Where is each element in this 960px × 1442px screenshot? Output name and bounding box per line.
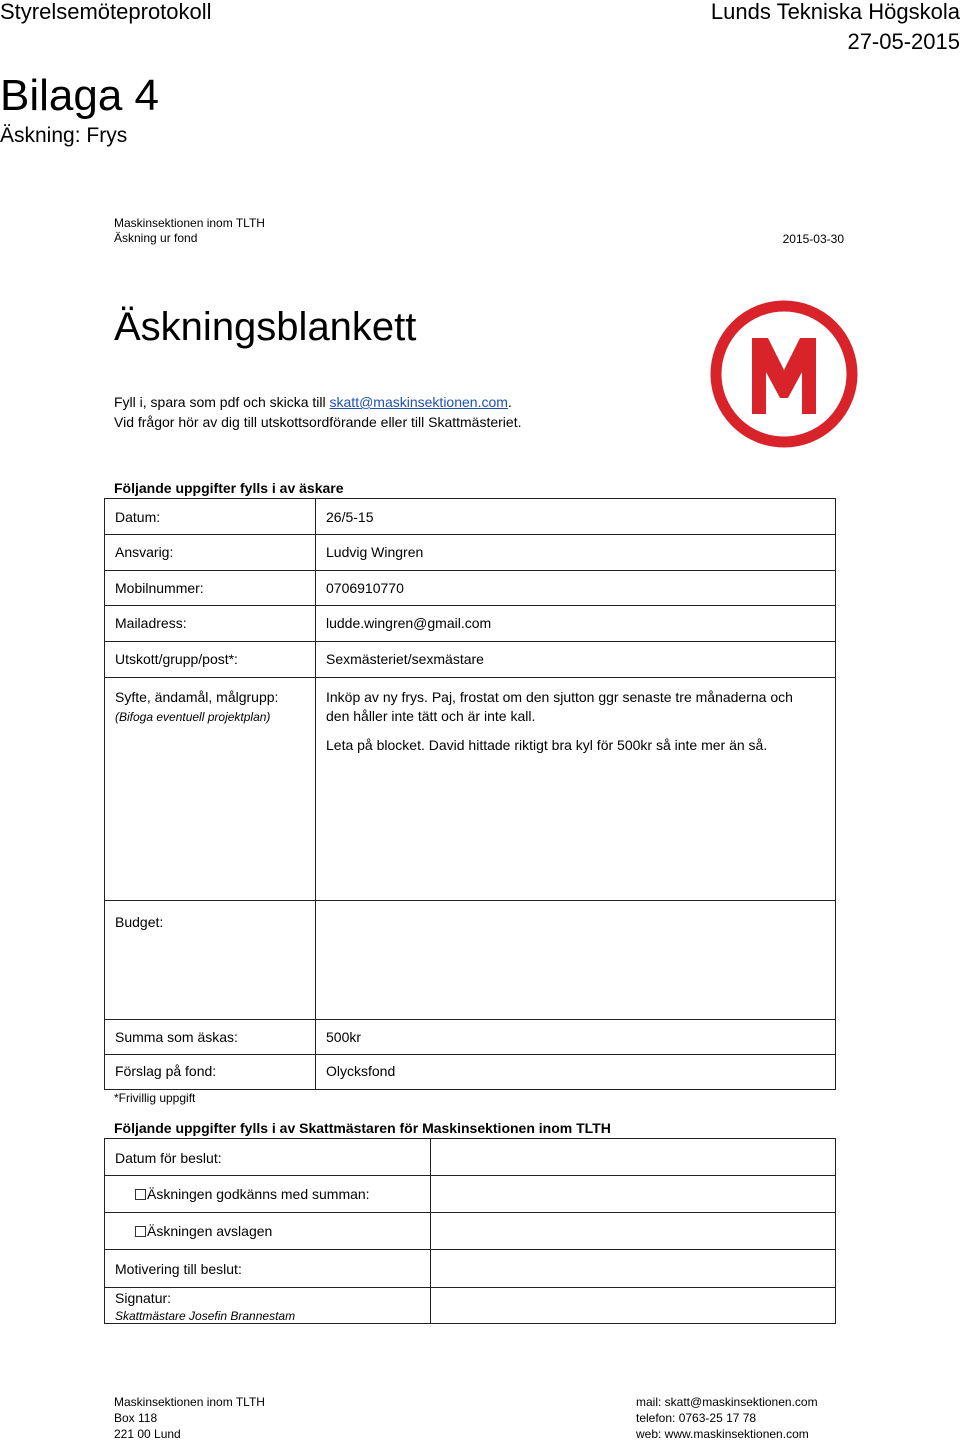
- value-date[interactable]: 26/5-15: [326, 509, 374, 525]
- label-purpose: Syfte, ändamål, målgrupp:: [115, 689, 279, 705]
- protocol-title: Styrelsemöteprotokoll: [0, 0, 212, 24]
- university-name: Lunds Tekniska Högskola: [710, 0, 960, 24]
- value-email[interactable]: ludde.wingren@gmail.com: [326, 615, 492, 631]
- purpose-text-1: Inköp av ny frys. Paj, frostat om den sjutton ggr senaste tre månaderna och den håller inte tätt och är inte kall.: [326, 689, 793, 724]
- meta-block: [114, 216, 265, 246]
- label-responsible: Ansvarig:: [115, 544, 174, 560]
- instructions: [114, 392, 521, 432]
- footer-phone: telefon: 0763-25 17 78: [636, 1411, 757, 1425]
- meta-org: Maskinsektionen inom TLTH: [114, 216, 265, 230]
- label-sum: Summa som äskas:: [115, 1029, 238, 1045]
- table-row-sum: [105, 1020, 835, 1055]
- table-row-email: [105, 606, 835, 642]
- value-phone[interactable]: 0706910770: [326, 580, 404, 596]
- table-row-decision-date: [105, 1139, 835, 1176]
- table-row-date: [105, 499, 835, 535]
- footer-city: 221 00 Lund: [114, 1427, 181, 1441]
- table-row-fund: [105, 1055, 835, 1089]
- table-row-committee: [105, 642, 835, 678]
- instructions-line1: Fyll i, spara som pdf och skicka till skatt@maskinsektionen.com.: [114, 394, 512, 410]
- label-rejected: Äskningen avslagen: [147, 1223, 273, 1239]
- email-link[interactable]: skatt@maskinsektionen.com: [329, 394, 508, 410]
- attachment-title: Bilaga 4: [0, 71, 160, 120]
- table-row-phone: [105, 571, 835, 606]
- footer-address: [114, 1394, 265, 1442]
- section-applicant-title: Följande uppgifter fylls i av äskare: [114, 480, 344, 496]
- protocol-date: 27-05-2015: [847, 29, 960, 54]
- form-title: Äskningsblankett: [114, 305, 417, 349]
- label-fund: Förslag på fond:: [115, 1063, 217, 1079]
- approved-option[interactable]: [135, 1185, 370, 1204]
- table-row-purpose: [105, 678, 835, 901]
- meta-date: 2015-03-30: [782, 232, 844, 246]
- maskinsektionen-logo-icon: [708, 298, 860, 450]
- footer-contact: [636, 1394, 818, 1442]
- label-signature: Signatur:: [115, 1290, 172, 1306]
- checkbox-rejected[interactable]: [135, 1226, 146, 1237]
- value-fund[interactable]: Olycksfond: [326, 1063, 396, 1079]
- footer-web[interactable]: web: www.maskinsektionen.com: [636, 1427, 809, 1441]
- label-approved: Äskningen godkänns med summan:: [147, 1186, 370, 1202]
- label-budget: Budget:: [115, 914, 164, 930]
- label-phone: Mobilnummer:: [115, 580, 204, 596]
- table-row-approved: [105, 1176, 835, 1213]
- meta-type: Äskning ur fond: [114, 231, 198, 245]
- label-email: Mailadress:: [115, 615, 187, 631]
- footer-mail[interactable]: mail: skatt@maskinsektionen.com: [636, 1395, 818, 1409]
- section-treasurer-title: Följande uppgifter fylls i av Skattmästaren för Maskinsektionen inom TLTH: [114, 1120, 611, 1136]
- footer-box: Box 118: [114, 1411, 158, 1425]
- footer-org: Maskinsektionen inom TLTH: [114, 1395, 265, 1409]
- value-sum[interactable]: 500kr: [326, 1029, 362, 1045]
- value-committee[interactable]: Sexmästeriet/sexmästare: [326, 651, 484, 667]
- table-row-rejected: [105, 1213, 835, 1250]
- value-purpose[interactable]: [326, 688, 816, 755]
- label-motivation: Motivering till beslut:: [115, 1261, 242, 1277]
- table-row-motivation: [105, 1250, 835, 1288]
- label-decision-date: Datum för beslut:: [115, 1150, 222, 1166]
- label-date: Datum:: [115, 509, 161, 525]
- table-row-responsible: [105, 535, 835, 571]
- table-row-signature: [105, 1288, 835, 1323]
- label-signatory: Skattmästare Josefin Brannestam: [115, 1309, 296, 1323]
- optional-note: *Frivillig uppgift: [114, 1091, 196, 1105]
- value-responsible[interactable]: Ludvig Wingren: [326, 544, 424, 560]
- checkbox-approved[interactable]: [135, 1189, 146, 1200]
- applicant-table: [104, 498, 836, 1090]
- attachment-subtitle: Äskning: Frys: [0, 124, 128, 147]
- label-committee: Utskott/grupp/post*:: [115, 651, 238, 667]
- rejected-option[interactable]: [135, 1222, 272, 1241]
- label-purpose-sub: (Bifoga eventuell projektplan): [115, 710, 271, 724]
- treasurer-table: [104, 1138, 836, 1324]
- purpose-text-2: Leta på blocket. David hittade riktigt bra kyl för 500kr så inte mer än så.: [326, 737, 768, 753]
- table-row-budget: [105, 901, 835, 1020]
- instructions-line2: Vid frågor hör av dig till utskottsordförande eller till Skattmästeriet.: [114, 414, 522, 430]
